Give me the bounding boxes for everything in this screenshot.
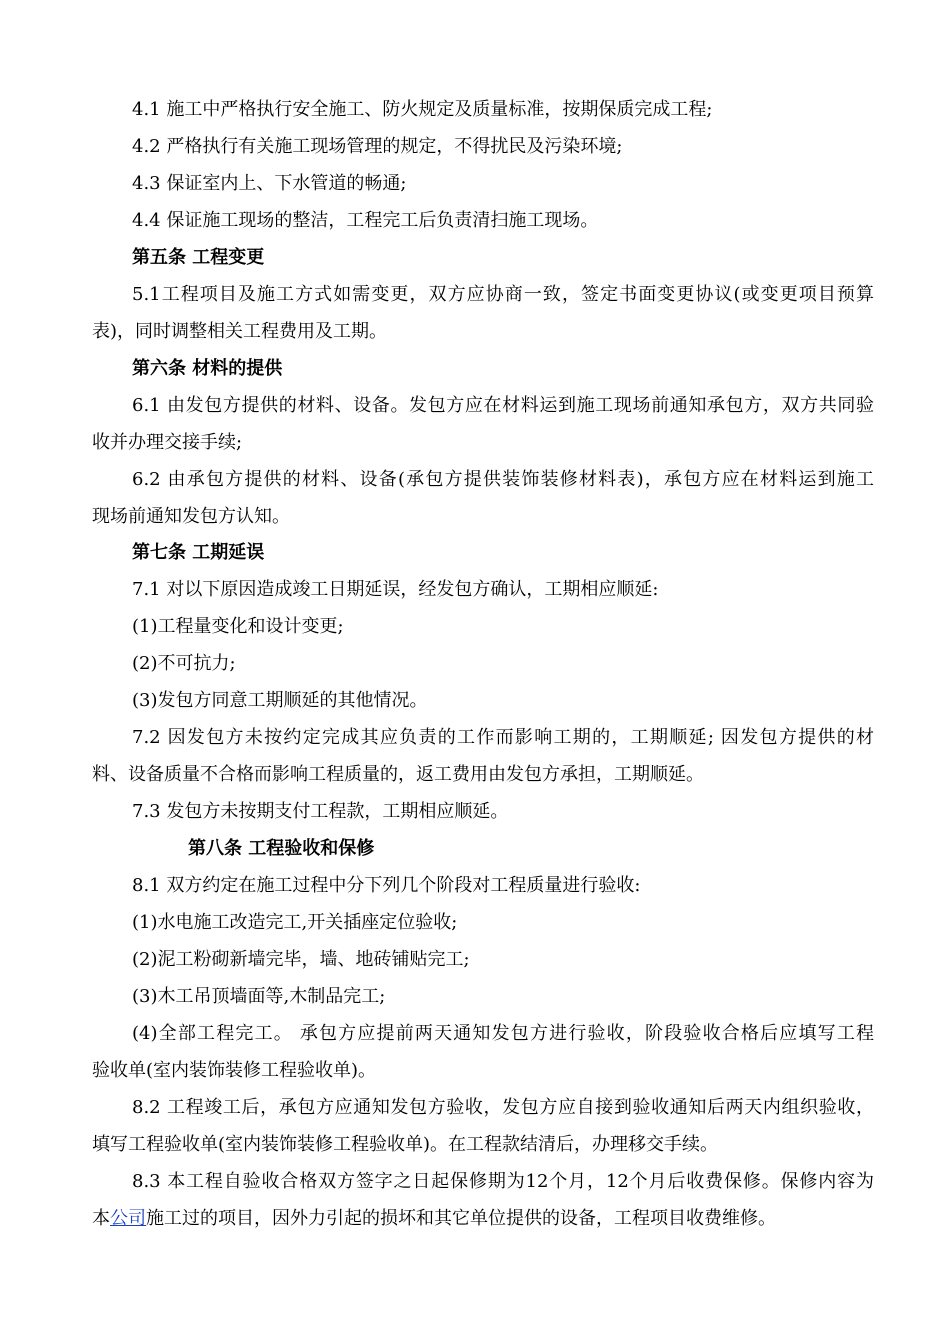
clause-8-1-item-4-line-1: (4)全部工程完工。 承包方应提前两天通知发包方进行验收，阶段验收合格后应填写工程 bbox=[132, 1023, 874, 1044]
article-7-heading: 第七条 工期延误 bbox=[132, 542, 265, 563]
clause-6-2-line-1: 6.2 由承包方提供的材料、设备(承包方提供装饰装修材料表)，承包方应在材料运到施工 bbox=[132, 469, 874, 490]
article-8-heading: 第八条 工程验收和保修 bbox=[188, 838, 375, 859]
clause-4-3: 4.3 保证室内上、下水管道的畅通; bbox=[132, 173, 407, 194]
clause-5-1-line-2: 表)，同时调整相关工程费用及工期。 bbox=[92, 321, 388, 342]
clause-7-1-item-2: (2)不可抗力; bbox=[132, 653, 236, 674]
clause-7-1-item-3: (3)发包方同意工期顺延的其他情况。 bbox=[132, 690, 428, 711]
clause-6-1-line-1: 6.1 由发包方提供的材料、设备。发包方应在材料运到施工现场前通知承包方，双方共同验 bbox=[132, 395, 874, 416]
clause-7-2-line-2: 料、设备质量不合格而影响工程质量的，返工费用由发包方承担，工期顺延。 bbox=[92, 764, 704, 785]
clause-8-3-suffix: 施工过的项目，因外力引起的损坏和其它单位提供的设备，工程项目收费维修。 bbox=[146, 1208, 776, 1229]
clause-6-2-line-2: 现场前通知发包方认知。 bbox=[92, 506, 290, 527]
clause-8-3-line-1: 8.3 本工程自验收合格双方签字之日起保修期为12个月，12个月后收费保修。保修内容为 bbox=[132, 1171, 874, 1192]
clause-8-1: 8.1 双方约定在施工过程中分下列几个阶段对工程质量进行验收: bbox=[132, 875, 641, 896]
clause-4-1: 4.1 施工中严格执行安全施工、防火规定及质量标准，按期保质完成工程; bbox=[132, 99, 713, 120]
clause-7-1: 7.1 对以下原因造成竣工日期延误，经发包方确认，工期相应顺延: bbox=[132, 579, 659, 600]
clause-8-1-item-2: (2)泥工粉砌新墙完毕，墙、地砖铺贴完工; bbox=[132, 949, 470, 970]
clause-5-1-line-1: 5.1工程项目及施工方式如需变更，双方应协商一致，签定书面变更协议(或变更项目预算 bbox=[132, 284, 874, 305]
clause-6-1-line-2: 收并办理交接手续; bbox=[92, 432, 243, 453]
clause-8-1-item-4-line-2: 验收单(室内装饰装修工程验收单)。 bbox=[92, 1060, 377, 1081]
company-link[interactable]: 公司 bbox=[110, 1208, 146, 1229]
clause-8-2-line-1: 8.2 工程竣工后，承包方应通知发包方验收，发包方应自接到验收通知后两天内组织验收， bbox=[132, 1097, 874, 1118]
clause-8-3-prefix: 本 bbox=[92, 1208, 110, 1229]
clause-8-3-line-2 bbox=[92, 1207, 874, 1231]
clause-4-4: 4.4 保证施工现场的整洁，工程完工后负责清扫施工现场。 bbox=[132, 210, 599, 231]
clause-7-3: 7.3 发包方未按期支付工程款，工期相应顺延。 bbox=[132, 801, 509, 822]
article-5-heading: 第五条 工程变更 bbox=[132, 247, 265, 268]
clause-8-1-item-3: (3)木工吊顶墙面等,木制品完工; bbox=[132, 986, 386, 1007]
clause-7-2-line-1: 7.2 因发包方未按约定完成其应负责的工作而影响工期的，工期顺延; 因发包方提供的材 bbox=[132, 727, 874, 748]
article-6-heading: 第六条 材料的提供 bbox=[132, 358, 283, 379]
clause-8-2-line-2: 填写工程验收单(室内装饰装修工程验收单)。在工程款结清后，办理移交手续。 bbox=[92, 1134, 719, 1155]
clause-4-2: 4.2 严格执行有关施工现场管理的规定，不得扰民及污染环境; bbox=[132, 136, 623, 157]
clause-8-1-item-1: (1)水电施工改造完工,开关插座定位验收; bbox=[132, 912, 458, 933]
clause-7-1-item-1: (1)工程量变化和设计变更; bbox=[132, 616, 344, 637]
